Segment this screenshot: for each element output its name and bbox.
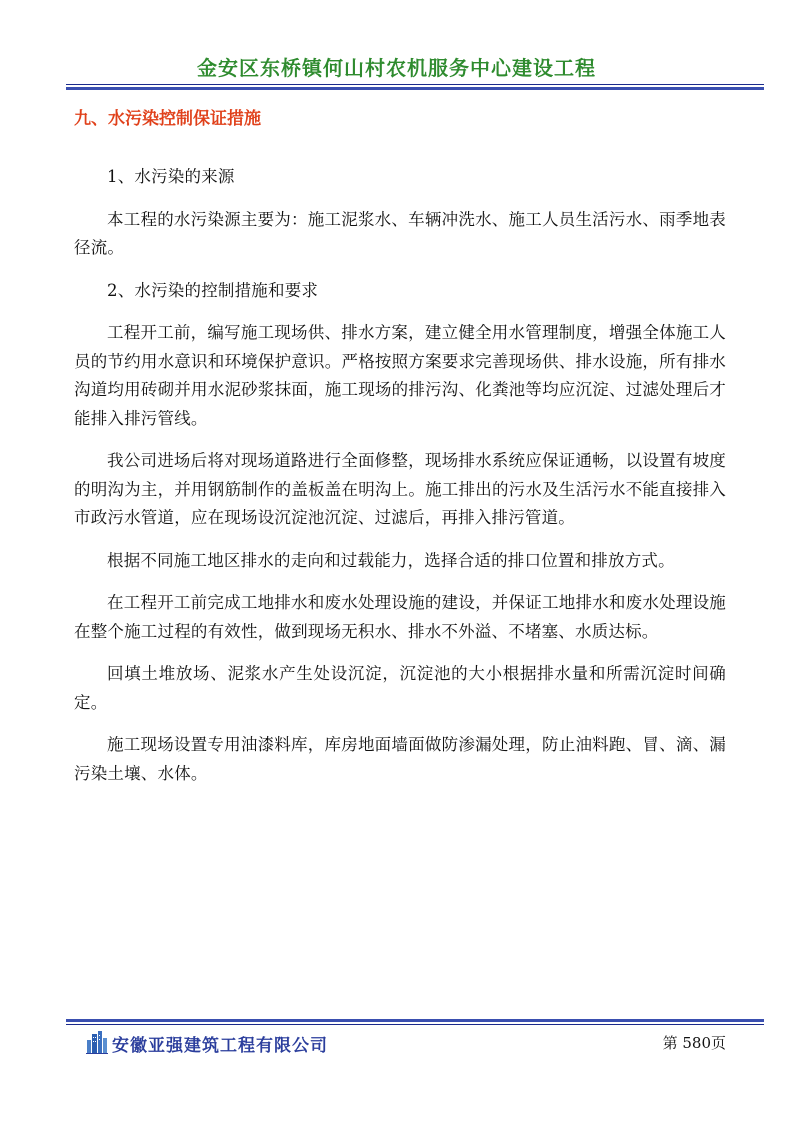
paragraph: 施工现场设置专用油漆料库，库房地面墙面做防渗漏处理，防止油料跑、冒、滴、漏污染土壤、水体。 bbox=[74, 735, 726, 783]
company-name: 安徽亚强建筑工程有限公司 bbox=[112, 1036, 328, 1056]
document-header-title: 金安区东桥镇何山村农机服务中心建设工程 bbox=[197, 56, 596, 80]
footer-rule-thick bbox=[66, 1019, 764, 1022]
page-footer bbox=[86, 1030, 726, 1058]
header-rule-thin bbox=[66, 84, 764, 85]
building-logo-icon bbox=[86, 1030, 108, 1054]
paragraph: 我公司进场后将对现场道路进行全面修整，现场排水系统应保证通畅，以设置有坡度的明沟为主，并用钢筋制作的盖板盖在明沟上。施工排出的污水及生活污水不能直接排入市政污水管道，应在现场设沉淀池沉淀、过滤后，再排入排污管道。 bbox=[74, 451, 726, 527]
paragraph: 1、水污染的来源 bbox=[107, 167, 235, 186]
page-number: 第 580页 bbox=[662, 1034, 726, 1052]
body-content bbox=[74, 163, 726, 802]
section-heading: 九、水污染控制保证措施 bbox=[74, 109, 261, 129]
paragraph: 根据不同施工地区排水的走向和过载能力，选择合适的排口位置和排放方式。 bbox=[107, 550, 675, 570]
paragraph: 2、水污染的控制措施和要求 bbox=[107, 280, 319, 300]
paragraph: 在工程开工前完成工地排水和废水处理设施的建设，并保证工地排水和废水处理设施在整个施工过程的有效性，做到现场无积水、排水不外溢、不堵塞、水质达标。 bbox=[74, 593, 726, 641]
paragraph: 本工程的水污染源主要为：施工泥浆水、车辆冲洗水、施工人员生活污水、雨季地表径流。 bbox=[74, 209, 726, 257]
paragraph: 工程开工前，编写施工现场供、排水方案，建立健全用水管理制度，增强全体施工人员的节约用水意识和环境保护意识。严格按照方案要求完善现场供、排水设施，所有排水沟道均用砖砌并用水泥砂浆抹面，施工现场的排污沟、化粪池等均应沉淀、过滤处理后才能排入排污管线。 bbox=[74, 323, 726, 428]
footer-rule-thin bbox=[66, 1024, 764, 1025]
header-rule-thick bbox=[66, 87, 764, 90]
paragraph: 回填土堆放场、泥浆水产生处设沉淀，沉淀池的大小根据排水量和所需沉淀时间确定。 bbox=[74, 664, 726, 712]
